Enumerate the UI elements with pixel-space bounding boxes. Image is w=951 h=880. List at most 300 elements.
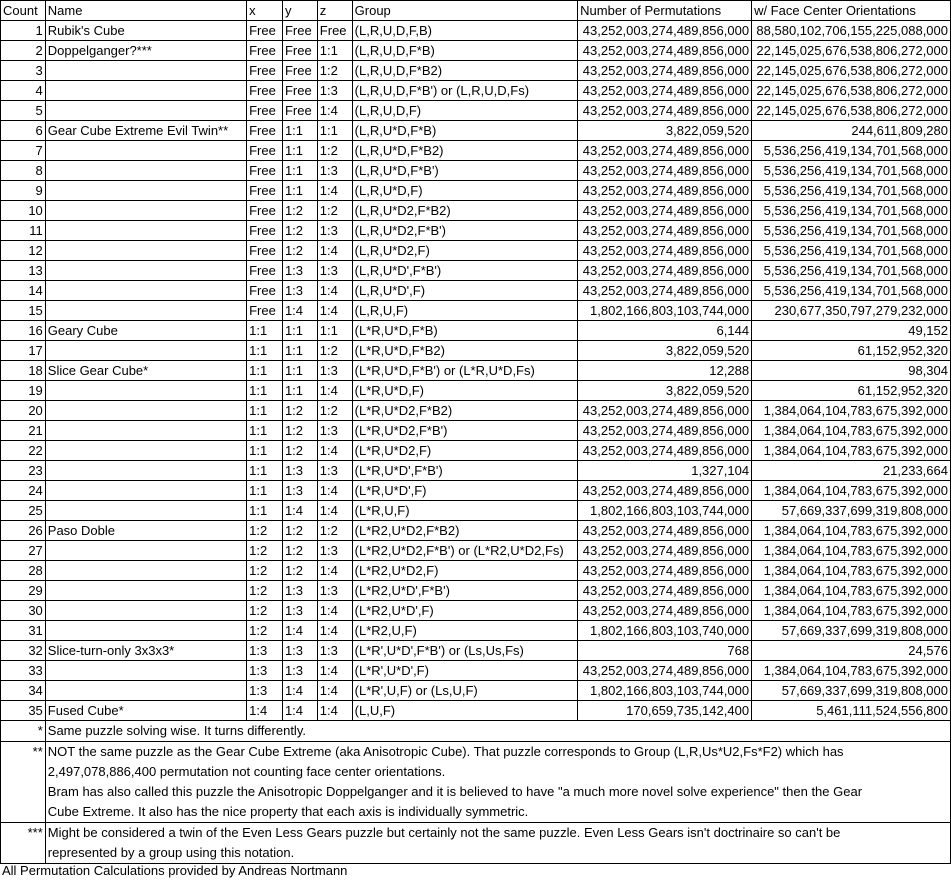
- cell-face-center[interactable]: 5,536,256,419,134,701,568,000: [752, 201, 951, 221]
- cell-group[interactable]: (L,R,U*D',F): [352, 281, 578, 301]
- cell-y[interactable]: 1:3: [282, 481, 317, 501]
- cell-count[interactable]: 16: [1, 321, 46, 341]
- cell-group[interactable]: (L*R,U*D',F*B'): [352, 461, 578, 481]
- cell-count[interactable]: 7: [1, 141, 46, 161]
- cell-face-center[interactable]: 1,384,064,104,783,675,392,000: [752, 661, 951, 681]
- cell-permutations[interactable]: 43,252,003,274,489,856,000: [578, 541, 752, 561]
- cell-x[interactable]: 1:1: [247, 441, 283, 461]
- cell-x[interactable]: 1:2: [247, 561, 283, 581]
- table-row: [1, 441, 951, 461]
- cell-group[interactable]: (L,R,U*D,F*B2): [352, 141, 578, 161]
- cell-z[interactable]: 1:4: [317, 621, 352, 641]
- cell-y[interactable]: 1:3: [282, 461, 317, 481]
- cell-y[interactable]: 1:2: [282, 541, 317, 561]
- cell-z[interactable]: 1:1: [317, 41, 352, 61]
- cell-z[interactable]: 1:4: [317, 241, 352, 261]
- cell-z[interactable]: Free: [317, 21, 352, 41]
- cell-z[interactable]: 1:1: [317, 121, 352, 141]
- cell-face-center[interactable]: 57,669,337,699,319,808,000: [752, 501, 951, 521]
- cell-name[interactable]: Fused Cube*: [45, 701, 246, 721]
- cell-face-center[interactable]: 61,152,952,320: [752, 381, 951, 401]
- cell-name[interactable]: [45, 181, 246, 201]
- cell-count[interactable]: 32: [1, 641, 46, 661]
- cell-group[interactable]: (L*R,U,F): [352, 501, 578, 521]
- cell-y[interactable]: 1:2: [282, 561, 317, 581]
- cell-z[interactable]: 1:2: [317, 401, 352, 421]
- cell-x[interactable]: Free: [247, 301, 283, 321]
- cell-count[interactable]: 20: [1, 401, 46, 421]
- cell-z[interactable]: 1:2: [317, 341, 352, 361]
- cell-group[interactable]: (L*R,U*D2,F*B'): [352, 421, 578, 441]
- cell-y[interactable]: 1:1: [282, 121, 317, 141]
- footnote-text[interactable]: [45, 721, 950, 742]
- cell-name[interactable]: [45, 261, 246, 281]
- cell-z[interactable]: 1:4: [317, 481, 352, 501]
- cell-face-center[interactable]: 1,384,064,104,783,675,392,000: [752, 401, 951, 421]
- cell-face-center[interactable]: 88,580,102,706,155,225,088,000: [752, 21, 951, 41]
- cell-name[interactable]: [45, 501, 246, 521]
- cell-group[interactable]: (L*R2,U,F): [352, 621, 578, 641]
- cell-permutations[interactable]: 1,802,166,803,103,744,000: [578, 501, 752, 521]
- cell-y[interactable]: 1:4: [282, 681, 317, 701]
- cell-x[interactable]: 1:1: [247, 341, 283, 361]
- cell-name[interactable]: Gear Cube Extreme Evil Twin**: [45, 121, 246, 141]
- header-face-center[interactable]: w/ Face Center Orientations: [752, 1, 951, 21]
- cell-group[interactable]: (L*R2,U*D',F*B'): [352, 581, 578, 601]
- cell-name[interactable]: Doppelganger?***: [45, 41, 246, 61]
- cell-z[interactable]: 1:3: [317, 541, 352, 561]
- cell-z[interactable]: 1:4: [317, 501, 352, 521]
- header-count[interactable]: Count: [1, 1, 46, 21]
- cell-group[interactable]: (L*R,U*D',F): [352, 481, 578, 501]
- cell-group[interactable]: (L,R,U*D',F*B'): [352, 261, 578, 281]
- cell-z[interactable]: 1:3: [317, 461, 352, 481]
- cell-z[interactable]: 1:3: [317, 361, 352, 381]
- cell-name[interactable]: [45, 421, 246, 441]
- cell-group[interactable]: (L*R',U,F) or (Ls,U,F): [352, 681, 578, 701]
- cell-group[interactable]: (L*R,U*D2,F): [352, 441, 578, 461]
- footnote-marker[interactable]: **: [1, 742, 46, 823]
- cell-y[interactable]: 1:2: [282, 521, 317, 541]
- cell-group[interactable]: (L,R,U*D,F*B): [352, 121, 578, 141]
- cell-count[interactable]: 11: [1, 221, 46, 241]
- cell-x[interactable]: 1:3: [247, 661, 283, 681]
- cell-y[interactable]: 1:3: [282, 581, 317, 601]
- cell-group[interactable]: (L,R,U*D2,F*B'): [352, 221, 578, 241]
- cell-y[interactable]: 1:4: [282, 501, 317, 521]
- cell-permutations[interactable]: 12,288: [578, 361, 752, 381]
- cell-y[interactable]: 1:3: [282, 261, 317, 281]
- cell-z[interactable]: 1:3: [317, 641, 352, 661]
- cell-face-center[interactable]: 5,536,256,419,134,701,568,000: [752, 261, 951, 281]
- cell-name[interactable]: [45, 221, 246, 241]
- header-z[interactable]: z: [317, 1, 352, 21]
- cell-permutations[interactable]: 43,252,003,274,489,856,000: [578, 41, 752, 61]
- cell-permutations[interactable]: 768: [578, 641, 752, 661]
- cell-permutations[interactable]: 1,802,166,803,103,744,000: [578, 681, 752, 701]
- cell-x[interactable]: Free: [247, 201, 283, 221]
- cell-permutations[interactable]: 43,252,003,274,489,856,000: [578, 81, 752, 101]
- cell-x[interactable]: 1:1: [247, 421, 283, 441]
- cell-z[interactable]: 1:3: [317, 261, 352, 281]
- cell-name[interactable]: [45, 201, 246, 221]
- cell-name[interactable]: [45, 141, 246, 161]
- cell-permutations[interactable]: 43,252,003,274,489,856,000: [578, 261, 752, 281]
- cell-x[interactable]: Free: [247, 141, 283, 161]
- cell-z[interactable]: 1:4: [317, 601, 352, 621]
- table-row: [1, 241, 951, 261]
- cell-name[interactable]: [45, 681, 246, 701]
- cell-group[interactable]: (L,R,U*D2,F): [352, 241, 578, 261]
- cell-permutations[interactable]: 43,252,003,274,489,856,000: [578, 601, 752, 621]
- cell-y[interactable]: 1:2: [282, 401, 317, 421]
- cell-name[interactable]: [45, 581, 246, 601]
- cell-permutations[interactable]: 43,252,003,274,489,856,000: [578, 181, 752, 201]
- cell-face-center[interactable]: 230,677,350,797,279,232,000: [752, 301, 951, 321]
- cell-permutations[interactable]: 43,252,003,274,489,856,000: [578, 21, 752, 41]
- cell-face-center[interactable]: 57,669,337,699,319,808,000: [752, 681, 951, 701]
- cell-count[interactable]: 18: [1, 361, 46, 381]
- cell-permutations[interactable]: 43,252,003,274,489,856,000: [578, 221, 752, 241]
- cell-y[interactable]: Free: [282, 81, 317, 101]
- footnote-text[interactable]: [45, 823, 950, 864]
- cell-name[interactable]: Rubik's Cube: [45, 21, 246, 41]
- cell-name[interactable]: [45, 381, 246, 401]
- cell-count[interactable]: 30: [1, 601, 46, 621]
- cell-face-center[interactable]: 1,384,064,104,783,675,392,000: [752, 521, 951, 541]
- cell-face-center[interactable]: 5,536,256,419,134,701,568,000: [752, 161, 951, 181]
- cell-y[interactable]: 1:1: [282, 181, 317, 201]
- cell-y[interactable]: 1:1: [282, 161, 317, 181]
- cell-face-center[interactable]: 1,384,064,104,783,675,392,000: [752, 561, 951, 581]
- cell-z[interactable]: 1:3: [317, 421, 352, 441]
- cell-count[interactable]: 31: [1, 621, 46, 641]
- cell-face-center[interactable]: 5,536,256,419,134,701,568,000: [752, 221, 951, 241]
- cell-group[interactable]: (L*R2,U*D2,F): [352, 561, 578, 581]
- cell-face-center[interactable]: 1,384,064,104,783,675,392,000: [752, 441, 951, 461]
- cell-count[interactable]: 19: [1, 381, 46, 401]
- cell-z[interactable]: 1:4: [317, 101, 352, 121]
- footnote-line: 2,497,078,886,400 permutation not counting face center orientations.: [47, 764, 446, 779]
- cell-y[interactable]: 1:3: [282, 601, 317, 621]
- cell-count[interactable]: 10: [1, 201, 46, 221]
- cell-z[interactable]: 1:3: [317, 221, 352, 241]
- cell-y[interactable]: 1:1: [282, 321, 317, 341]
- cell-x[interactable]: Free: [247, 281, 283, 301]
- cell-x[interactable]: Free: [247, 161, 283, 181]
- cell-y[interactable]: 1:3: [282, 661, 317, 681]
- cell-permutations[interactable]: 43,252,003,274,489,856,000: [578, 441, 752, 461]
- cell-z[interactable]: 1:3: [317, 81, 352, 101]
- cell-permutations[interactable]: 43,252,003,274,489,856,000: [578, 201, 752, 221]
- cell-y[interactable]: 1:4: [282, 701, 317, 721]
- cell-x[interactable]: 1:1: [247, 461, 283, 481]
- cell-count[interactable]: 27: [1, 541, 46, 561]
- cell-count[interactable]: 6: [1, 121, 46, 141]
- cell-face-center[interactable]: 1,384,064,104,783,675,392,000: [752, 421, 951, 441]
- cell-name[interactable]: [45, 281, 246, 301]
- cell-count[interactable]: 3: [1, 61, 46, 81]
- cell-name[interactable]: [45, 301, 246, 321]
- cell-count[interactable]: 5: [1, 101, 46, 121]
- cell-count[interactable]: 15: [1, 301, 46, 321]
- cell-count[interactable]: 25: [1, 501, 46, 521]
- cell-group[interactable]: (L*R2,U*D2,F*B2): [352, 521, 578, 541]
- cell-permutations[interactable]: 43,252,003,274,489,856,000: [578, 581, 752, 601]
- cell-y[interactable]: 1:2: [282, 221, 317, 241]
- cell-y[interactable]: 1:2: [282, 241, 317, 261]
- cell-group[interactable]: (L,U,F): [352, 701, 578, 721]
- cell-permutations[interactable]: 43,252,003,274,489,856,000: [578, 521, 752, 541]
- cell-x[interactable]: Free: [247, 261, 283, 281]
- cell-y[interactable]: 1:1: [282, 141, 317, 161]
- cell-permutations[interactable]: 43,252,003,274,489,856,000: [578, 421, 752, 441]
- cell-name[interactable]: [45, 241, 246, 261]
- cell-group[interactable]: (L*R',U*D',F*B') or (Ls,Us,Fs): [352, 641, 578, 661]
- cell-group[interactable]: (L*R,U*D,F): [352, 381, 578, 401]
- cell-z[interactable]: 1:3: [317, 161, 352, 181]
- cell-face-center[interactable]: 57,669,337,699,319,808,000: [752, 621, 951, 641]
- cell-count[interactable]: 12: [1, 241, 46, 261]
- credit-line[interactable]: All Permutation Calculations provided by Andreas Nortmann: [2, 863, 348, 878]
- cell-count[interactable]: 28: [1, 561, 46, 581]
- cell-x[interactable]: 1:1: [247, 501, 283, 521]
- cell-group[interactable]: (L,R,U,D,F,B): [352, 21, 578, 41]
- cell-face-center[interactable]: 5,536,256,419,134,701,568,000: [752, 141, 951, 161]
- cell-x[interactable]: Free: [247, 121, 283, 141]
- cell-x[interactable]: 1:2: [247, 601, 283, 621]
- cell-face-center[interactable]: 98,304: [752, 361, 951, 381]
- cell-count[interactable]: 17: [1, 341, 46, 361]
- table-row: [1, 261, 951, 281]
- cell-count[interactable]: 13: [1, 261, 46, 281]
- cell-group[interactable]: (L,R,U,D,F*B') or (L,R,U,D,Fs): [352, 81, 578, 101]
- header-name[interactable]: Name: [45, 1, 246, 21]
- cell-count[interactable]: 21: [1, 421, 46, 441]
- cell-x[interactable]: Free: [247, 181, 283, 201]
- footnote-row: [1, 823, 951, 864]
- cell-name[interactable]: [45, 661, 246, 681]
- cell-x[interactable]: 1:2: [247, 541, 283, 561]
- footnote-text[interactable]: [45, 742, 950, 823]
- cell-count[interactable]: 22: [1, 441, 46, 461]
- cell-y[interactable]: 1:3: [282, 641, 317, 661]
- cell-x[interactable]: Free: [247, 21, 283, 41]
- cell-z[interactable]: 1:2: [317, 141, 352, 161]
- cell-x[interactable]: 1:4: [247, 701, 283, 721]
- cell-x[interactable]: 1:3: [247, 681, 283, 701]
- cell-count[interactable]: 29: [1, 581, 46, 601]
- cell-z[interactable]: 1:4: [317, 301, 352, 321]
- cell-permutations[interactable]: 3,822,059,520: [578, 381, 752, 401]
- header-group[interactable]: Group: [352, 1, 578, 21]
- cell-y[interactable]: 1:2: [282, 201, 317, 221]
- cell-name[interactable]: [45, 341, 246, 361]
- cell-x[interactable]: 1:1: [247, 401, 283, 421]
- cell-permutations[interactable]: 1,327,104: [578, 461, 752, 481]
- cell-count[interactable]: 1: [1, 21, 46, 41]
- cell-count[interactable]: 2: [1, 41, 46, 61]
- cell-count[interactable]: 33: [1, 661, 46, 681]
- cell-group[interactable]: (L*R,U*D,F*B): [352, 321, 578, 341]
- cell-z[interactable]: 1:4: [317, 681, 352, 701]
- cell-y[interactable]: 1:1: [282, 341, 317, 361]
- cell-group[interactable]: (L*R',U*D',F): [352, 661, 578, 681]
- cell-name[interactable]: [45, 621, 246, 641]
- cell-name[interactable]: Slice Gear Cube*: [45, 361, 246, 381]
- cell-name[interactable]: [45, 161, 246, 181]
- cell-z[interactable]: 1:4: [317, 381, 352, 401]
- cell-name[interactable]: [45, 481, 246, 501]
- cell-name[interactable]: Geary Cube: [45, 321, 246, 341]
- header-x[interactable]: x: [247, 1, 283, 21]
- cell-group[interactable]: (L*R,U*D2,F*B2): [352, 401, 578, 421]
- cell-z[interactable]: 1:2: [317, 201, 352, 221]
- cell-count[interactable]: 24: [1, 481, 46, 501]
- cell-face-center[interactable]: 49,152: [752, 321, 951, 341]
- cell-group[interactable]: (L,R,U,D,F*B): [352, 41, 578, 61]
- cell-name[interactable]: [45, 441, 246, 461]
- cell-group[interactable]: (L,R,U,F): [352, 301, 578, 321]
- cell-count[interactable]: 8: [1, 161, 46, 181]
- cell-y[interactable]: 1:2: [282, 441, 317, 461]
- cell-y[interactable]: Free: [282, 101, 317, 121]
- cell-face-center[interactable]: 22,145,025,676,538,806,272,000: [752, 41, 951, 61]
- cell-z[interactable]: 1:3: [317, 581, 352, 601]
- cell-y[interactable]: 1:3: [282, 281, 317, 301]
- cell-y[interactable]: Free: [282, 61, 317, 81]
- cell-permutations[interactable]: 43,252,003,274,489,856,000: [578, 241, 752, 261]
- cell-x[interactable]: 1:1: [247, 481, 283, 501]
- cell-group[interactable]: (L,R,U,D,F*B2): [352, 61, 578, 81]
- cell-x[interactable]: 1:3: [247, 641, 283, 661]
- cell-x[interactable]: 1:1: [247, 361, 283, 381]
- header-permutations[interactable]: Number of Permutations: [578, 1, 752, 21]
- cell-face-center[interactable]: 24,576: [752, 641, 951, 661]
- cell-y[interactable]: Free: [282, 41, 317, 61]
- cell-y[interactable]: 1:1: [282, 381, 317, 401]
- cell-y[interactable]: 1:2: [282, 421, 317, 441]
- cell-name[interactable]: [45, 601, 246, 621]
- cell-permutations[interactable]: 1,802,166,803,103,740,000: [578, 621, 752, 641]
- cell-z[interactable]: 1:2: [317, 521, 352, 541]
- cell-name[interactable]: [45, 561, 246, 581]
- cell-name[interactable]: [45, 101, 246, 121]
- cell-group[interactable]: (L,R,U*D,F): [352, 181, 578, 201]
- cell-face-center[interactable]: 22,145,025,676,538,806,272,000: [752, 101, 951, 121]
- cell-x[interactable]: 1:2: [247, 521, 283, 541]
- cell-face-center[interactable]: 22,145,025,676,538,806,272,000: [752, 61, 951, 81]
- cell-x[interactable]: Free: [247, 221, 283, 241]
- cell-x[interactable]: 1:1: [247, 321, 283, 341]
- cell-face-center[interactable]: 5,536,256,419,134,701,568,000: [752, 281, 951, 301]
- cell-x[interactable]: Free: [247, 81, 283, 101]
- cell-x[interactable]: Free: [247, 61, 283, 81]
- footnote-marker[interactable]: ***: [1, 823, 46, 864]
- cell-permutations[interactable]: 6,144: [578, 321, 752, 341]
- cell-face-center[interactable]: 21,233,664: [752, 461, 951, 481]
- footnote-marker[interactable]: *: [1, 721, 46, 742]
- cell-x[interactable]: Free: [247, 41, 283, 61]
- cell-permutations[interactable]: 43,252,003,274,489,856,000: [578, 481, 752, 501]
- cell-permutations[interactable]: 43,252,003,274,489,856,000: [578, 561, 752, 581]
- cell-count[interactable]: 26: [1, 521, 46, 541]
- cell-face-center[interactable]: 5,536,256,419,134,701,568,000: [752, 181, 951, 201]
- cell-face-center[interactable]: 61,152,952,320: [752, 341, 951, 361]
- cell-face-center[interactable]: 1,384,064,104,783,675,392,000: [752, 581, 951, 601]
- cell-y[interactable]: 1:4: [282, 621, 317, 641]
- cell-z[interactable]: 1:4: [317, 281, 352, 301]
- cell-x[interactable]: Free: [247, 241, 283, 261]
- cell-x[interactable]: 1:1: [247, 381, 283, 401]
- cell-face-center[interactable]: 1,384,064,104,783,675,392,000: [752, 481, 951, 501]
- cell-count[interactable]: 9: [1, 181, 46, 201]
- cell-face-center[interactable]: 1,384,064,104,783,675,392,000: [752, 541, 951, 561]
- cell-x[interactable]: 1:2: [247, 621, 283, 641]
- cell-name[interactable]: [45, 81, 246, 101]
- cell-y[interactable]: 1:4: [282, 301, 317, 321]
- cell-permutations[interactable]: 1,802,166,803,103,744,000: [578, 301, 752, 321]
- cell-count[interactable]: 35: [1, 701, 46, 721]
- cell-z[interactable]: 1:2: [317, 61, 352, 81]
- cell-group[interactable]: (L,R,U,D,F): [352, 101, 578, 121]
- cell-z[interactable]: 1:4: [317, 661, 352, 681]
- cell-z[interactable]: 1:4: [317, 181, 352, 201]
- cell-z[interactable]: 1:1: [317, 321, 352, 341]
- cell-group[interactable]: (L*R2,U*D',F): [352, 601, 578, 621]
- cell-count[interactable]: 23: [1, 461, 46, 481]
- cell-permutations[interactable]: 43,252,003,274,489,856,000: [578, 161, 752, 181]
- cell-name[interactable]: [45, 541, 246, 561]
- cell-group[interactable]: (L,R,U*D2,F*B2): [352, 201, 578, 221]
- cell-group[interactable]: (L,R,U*D,F*B'): [352, 161, 578, 181]
- cell-z[interactable]: 1:4: [317, 701, 352, 721]
- cell-count[interactable]: 34: [1, 681, 46, 701]
- cell-name[interactable]: [45, 461, 246, 481]
- cell-permutations[interactable]: 170,659,735,142,400: [578, 701, 752, 721]
- cell-name[interactable]: [45, 401, 246, 421]
- cell-group[interactable]: (L*R2,U*D2,F*B') or (L*R2,U*D2,Fs): [352, 541, 578, 561]
- cell-permutations[interactable]: 43,252,003,274,489,856,000: [578, 61, 752, 81]
- cell-permutations[interactable]: 3,822,059,520: [578, 341, 752, 361]
- cell-permutations[interactable]: 43,252,003,274,489,856,000: [578, 141, 752, 161]
- cell-permutations[interactable]: 3,822,059,520: [578, 121, 752, 141]
- cell-count[interactable]: 4: [1, 81, 46, 101]
- cell-count[interactable]: 14: [1, 281, 46, 301]
- cell-face-center[interactable]: 1,384,064,104,783,675,392,000: [752, 601, 951, 621]
- cell-face-center[interactable]: 22,145,025,676,538,806,272,000: [752, 81, 951, 101]
- cell-group[interactable]: (L*R,U*D,F*B') or (L*R,U*D,Fs): [352, 361, 578, 381]
- cell-permutations[interactable]: 43,252,003,274,489,856,000: [578, 401, 752, 421]
- cell-x[interactable]: Free: [247, 101, 283, 121]
- cell-permutations[interactable]: 43,252,003,274,489,856,000: [578, 281, 752, 301]
- cell-name[interactable]: [45, 61, 246, 81]
- cell-y[interactable]: 1:1: [282, 361, 317, 381]
- cell-x[interactable]: 1:2: [247, 581, 283, 601]
- cell-face-center[interactable]: 244,611,809,280: [752, 121, 951, 141]
- cell-name[interactable]: Paso Doble: [45, 521, 246, 541]
- header-y[interactable]: y: [282, 1, 317, 21]
- cell-name[interactable]: Slice-turn-only 3x3x3*: [45, 641, 246, 661]
- cell-permutations[interactable]: 43,252,003,274,489,856,000: [578, 661, 752, 681]
- cell-face-center[interactable]: 5,461,111,524,556,800: [752, 701, 951, 721]
- cell-z[interactable]: 1:4: [317, 441, 352, 461]
- cell-z[interactable]: 1:4: [317, 561, 352, 581]
- cell-group[interactable]: (L*R,U*D,F*B2): [352, 341, 578, 361]
- cell-permutations[interactable]: 43,252,003,274,489,856,000: [578, 101, 752, 121]
- cell-face-center[interactable]: 5,536,256,419,134,701,568,000: [752, 241, 951, 261]
- cell-y[interactable]: Free: [282, 21, 317, 41]
